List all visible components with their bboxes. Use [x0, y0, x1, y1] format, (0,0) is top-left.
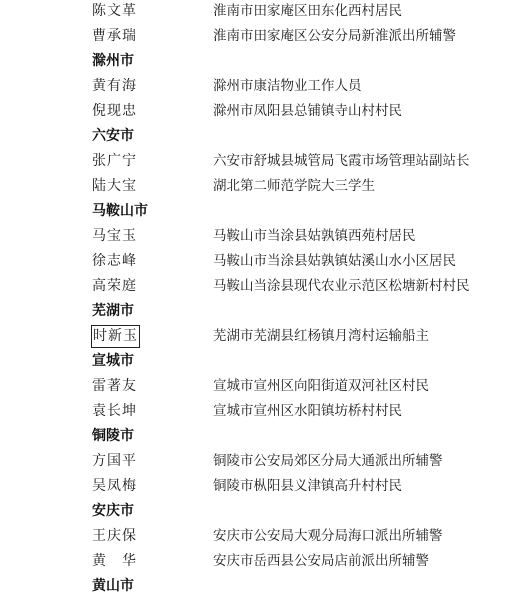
person-description: 宣城市宣州区向阳街道双河社区村民	[213, 378, 429, 394]
city-heading-row	[0, 49, 527, 74]
list-item	[0, 174, 527, 199]
person-description: 滁州市凤阳县总铺镇寺山村村民	[213, 103, 402, 119]
list-item	[0, 274, 527, 299]
list-item	[0, 149, 527, 174]
city-heading-row	[0, 499, 527, 524]
city-heading-row	[0, 574, 527, 599]
person-description: 铜陵市公安局郊区分局大通派出所辅警	[213, 453, 443, 469]
person-name: 倪现忠	[92, 103, 137, 119]
list-item	[0, 224, 527, 249]
list-item	[0, 474, 527, 499]
person-name: 方国平	[92, 453, 137, 469]
person-name-boxed: 时新玉	[91, 325, 140, 348]
list-item	[0, 24, 527, 49]
person-name: 王庆保	[92, 528, 137, 544]
person-description: 湖北第二师范学院大三学生	[213, 178, 375, 194]
person-description: 宣城市宣州区水阳镇坊桥村村民	[213, 403, 402, 419]
person-description: 马鞍山市当涂县姑孰镇西苑村居民	[213, 228, 416, 244]
list-item	[0, 549, 527, 574]
city-heading-row	[0, 424, 527, 449]
person-name: 徐志峰	[92, 253, 137, 269]
person-name: 张广宁	[92, 153, 137, 169]
city-heading: 铜陵市	[92, 428, 134, 444]
person-description: 滁州市康洁物业工作人员	[213, 78, 362, 94]
list-item	[0, 449, 527, 474]
person-description: 马鞍山当涂县现代农业示范区松塘新村村民	[213, 278, 470, 294]
list-item	[0, 74, 527, 99]
city-heading-row	[0, 199, 527, 224]
person-name: 陆大宝	[92, 178, 137, 194]
list-item	[0, 399, 527, 424]
city-heading: 马鞍山市	[92, 203, 148, 219]
city-heading-row	[0, 349, 527, 374]
person-name: 陈文革	[92, 3, 137, 19]
list-item	[0, 0, 527, 24]
person-name: 雷著友	[92, 378, 137, 394]
list-item	[0, 374, 527, 399]
city-heading: 滁州市	[92, 53, 134, 69]
person-description: 淮南市田家庵区田东化西村居民	[213, 3, 402, 19]
list-item	[0, 524, 527, 549]
person-name: 曹承瑞	[92, 28, 137, 44]
city-heading: 黄山市	[92, 578, 134, 594]
person-description: 安庆市公安局大观分局海口派出所辅警	[213, 528, 443, 544]
city-heading: 芜湖市	[92, 303, 134, 319]
city-heading: 六安市	[92, 128, 134, 144]
city-heading: 安庆市	[92, 503, 134, 519]
person-name: 黄 华	[92, 553, 137, 569]
list-item	[0, 249, 527, 274]
person-description: 马鞍山市当涂县姑孰镇姑溪山水小区居民	[213, 253, 456, 269]
city-heading-row	[0, 299, 527, 324]
list-item	[0, 99, 527, 124]
city-heading: 宣城市	[92, 353, 134, 369]
person-description: 六安市舒城县城管局飞霞市场管理站副站长	[213, 153, 470, 169]
list-item	[0, 324, 527, 349]
person-name: 黄有海	[92, 78, 137, 94]
person-description: 淮南市田家庵区公安分局新淮派出所辅警	[213, 28, 456, 44]
person-description: 铜陵市枞阳县义津镇高升村村民	[213, 478, 402, 494]
person-description: 安庆市岳西县公安局店前派出所辅警	[213, 553, 429, 569]
person-name: 袁长坤	[92, 403, 137, 419]
person-name: 马宝玉	[92, 228, 137, 244]
person-name: 吴凤梅	[92, 478, 137, 494]
person-description: 芜湖市芜湖县红杨镇月湾村运输船主	[213, 328, 429, 344]
city-heading-row	[0, 124, 527, 149]
person-name: 高荣庭	[92, 278, 137, 294]
